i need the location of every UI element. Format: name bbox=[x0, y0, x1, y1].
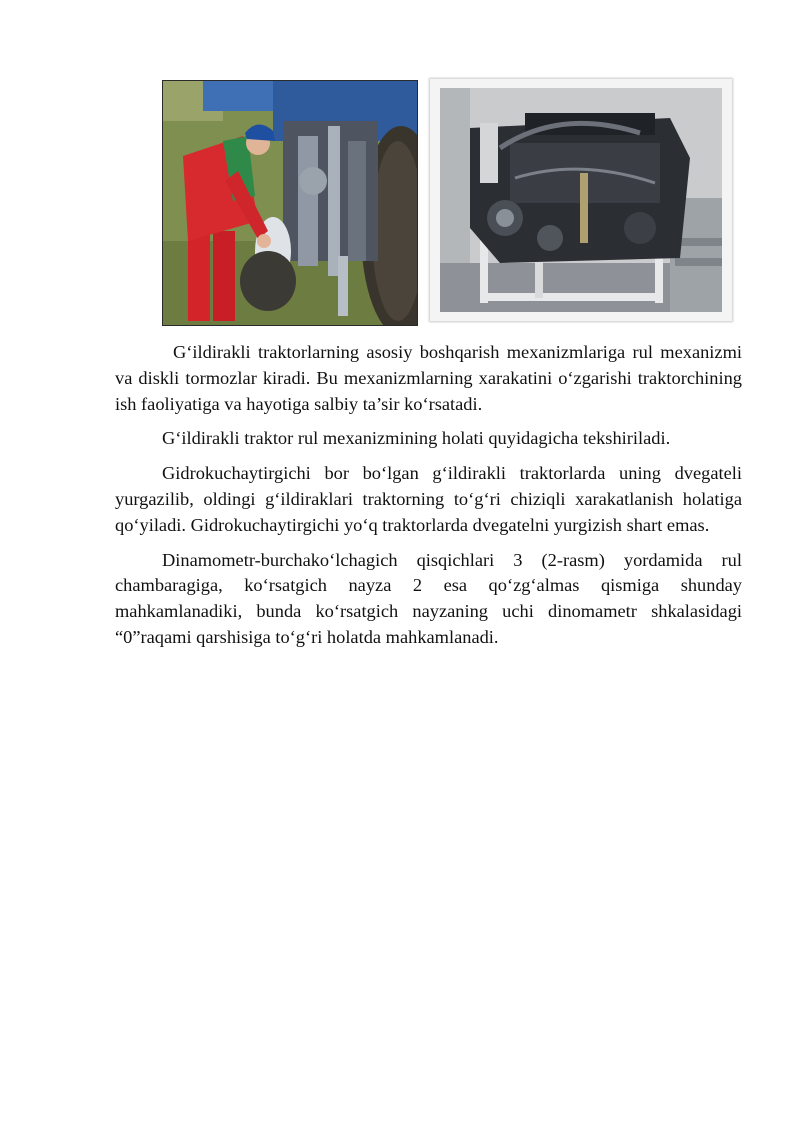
tractor-steering-photo bbox=[162, 80, 418, 326]
paragraph-3: Gidrokuchaytirgichi bor bo‘lgan g‘ildirakli traktorlarda uning dvegateli yurgazilib, oldingi g‘ildiraklari traktorning to‘g‘ri chiziqli xarakatlanish holatiga qo‘yiladi. Gidrokuchaytirgichi yo‘q traktorlarda dvegatelni yurgizish shart emas. bbox=[115, 463, 742, 535]
engine-stand-photo bbox=[440, 88, 722, 312]
paragraph-2: G‘ildirakli traktor rul mexanizmining holati quyidagicha tekshiriladi. bbox=[162, 428, 671, 449]
paragraph-4: Dinamometr-burchako‘lchagich qisqichlari 3 (2-rasm) yordamida rul chambaragiga, ko‘rsatgich nayza 2 esa qo‘zg‘almas qismiga shunday mahkamlanadiki, bunda ko‘rsatgich nayzaning uchi dinomametr shkalasidagi “0”raqami qarshisiga to‘g‘ri holatda mahkamlanadi. bbox=[115, 549, 742, 647]
paragraph-1: G‘ildirakli traktorlarning asosiy boshqarish mexanizmlariga rul mexanizmi va diskli tormozlar kiradi. Bu mexanizmlarning xarakatini o‘zgarishi traktorchining ish faoliyatiga va hayotiga salbiy ta’sir ko‘rsatadi. bbox=[115, 342, 742, 414]
body-text bbox=[115, 340, 742, 660]
engine-stand-photo-frame bbox=[430, 79, 732, 321]
